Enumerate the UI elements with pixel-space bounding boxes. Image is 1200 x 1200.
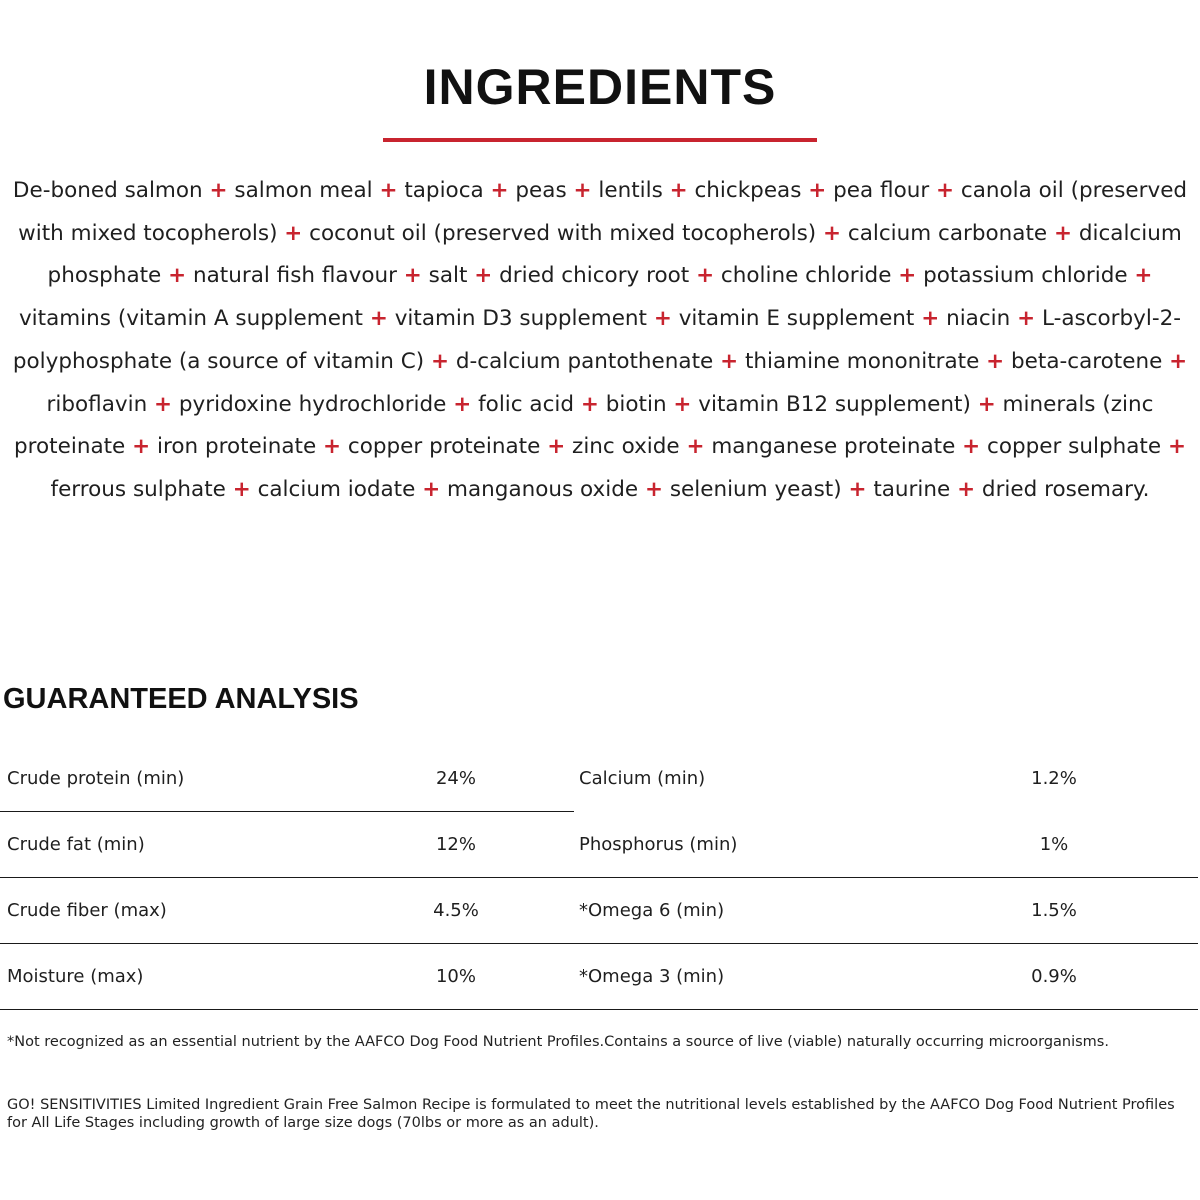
nutrient-label: Crude fat (min) bbox=[7, 834, 145, 855]
nutrient-label: Crude protein (min) bbox=[7, 768, 185, 789]
ingredient-item: ferrous sulphate bbox=[50, 476, 226, 502]
ingredient-item: thiamine mononitrate bbox=[744, 348, 980, 374]
ingredient-separator: + bbox=[132, 434, 151, 460]
nutrient-label: Crude fiber (max) bbox=[7, 900, 167, 921]
ingredient-item: pea flour bbox=[833, 178, 930, 203]
nutrient-label: *Omega 3 (min) bbox=[579, 966, 725, 987]
ingredient-item: vitamins (vitamin A supplement bbox=[18, 306, 363, 332]
ingredient-item: manganous oxide bbox=[447, 476, 639, 502]
ingredient-separator: + bbox=[284, 220, 303, 246]
nutrient-value: 24% bbox=[435, 768, 476, 789]
ingredient-item: De-boned salmon bbox=[12, 178, 203, 203]
nutrient-value: 1.5% bbox=[1031, 900, 1077, 921]
ingredient-separator: + bbox=[573, 178, 592, 203]
ingredient-separator: + bbox=[490, 178, 509, 203]
ingredient-item: chickpeas bbox=[694, 178, 802, 203]
table-row bbox=[0, 812, 1200, 878]
table-row bbox=[0, 944, 1200, 1010]
ingredient-item: salt bbox=[428, 263, 468, 289]
ingredient-separator: + bbox=[369, 306, 388, 332]
ingredient-item: canola oil (preserved with mixed tocopherols) bbox=[18, 178, 1188, 246]
ingredient-item: calcium carbonate bbox=[847, 220, 1048, 246]
ingredient-separator: + bbox=[669, 178, 688, 203]
ingredient-separator: + bbox=[547, 434, 566, 460]
ingredient-item: biotin bbox=[605, 391, 667, 417]
ingredient-separator: + bbox=[1053, 220, 1072, 246]
nutrient-value: 12% bbox=[435, 834, 476, 855]
ingredient-separator: + bbox=[580, 391, 599, 417]
nutrient-value: 4.5% bbox=[433, 900, 479, 921]
ingredient-item: pyridoxine hydrochloride bbox=[178, 391, 447, 417]
ingredient-item: d-calcium pantothenate bbox=[455, 348, 714, 374]
ingredient-item: selenium yeast) bbox=[669, 476, 842, 502]
ingredient-item: L-ascorbyl-2-polyphosphate (a source of vitamin C) bbox=[12, 306, 1182, 374]
ingredient-separator: + bbox=[808, 178, 827, 203]
row-divider bbox=[0, 1009, 1198, 1010]
ingredient-item: lentils bbox=[598, 178, 663, 203]
ingredient-separator: + bbox=[977, 391, 996, 417]
ingredient-separator: + bbox=[168, 263, 187, 289]
ingredient-item: minerals (zinc proteinate bbox=[14, 391, 1154, 460]
ingredient-separator: + bbox=[431, 348, 450, 374]
ingredient-separator: + bbox=[1169, 348, 1188, 374]
ingredient-separator: + bbox=[209, 178, 228, 203]
title-underline bbox=[383, 138, 817, 142]
ingredient-separator: + bbox=[1017, 306, 1036, 332]
ingredient-item: beta-carotene bbox=[1011, 348, 1163, 374]
ingredient-separator: + bbox=[848, 476, 867, 502]
nutrient-value: 0.9% bbox=[1031, 966, 1077, 987]
ingredient-separator: + bbox=[921, 306, 940, 332]
ingredient-item: taurine bbox=[873, 476, 951, 502]
ingredient-separator: + bbox=[720, 348, 739, 374]
ingredient-separator: + bbox=[154, 391, 173, 417]
ingredient-item: natural fish flavour bbox=[193, 263, 397, 289]
nutrient-label: Phosphorus (min) bbox=[579, 834, 738, 855]
ingredient-separator: + bbox=[962, 434, 981, 460]
nutrient-label: Moisture (max) bbox=[7, 966, 144, 987]
ingredient-item: copper sulphate bbox=[987, 434, 1162, 460]
nutrient-label: *Omega 6 (min) bbox=[579, 900, 725, 921]
ingredient-separator: + bbox=[898, 263, 917, 289]
ingredient-item: dried chicory root bbox=[499, 263, 690, 289]
ingredient-item: coconut oil (preserved with mixed tocopherols) bbox=[309, 220, 817, 246]
ingredient-item: vitamin D3 supplement bbox=[394, 306, 647, 332]
ingredient-separator: + bbox=[232, 476, 251, 502]
ingredient-separator: + bbox=[1167, 434, 1186, 460]
ingredient-separator: + bbox=[986, 348, 1005, 374]
ingredient-separator: + bbox=[686, 434, 705, 460]
ingredient-separator: + bbox=[696, 263, 715, 289]
ingredient-separator: + bbox=[823, 220, 842, 246]
ingredient-item: iron proteinate bbox=[156, 434, 317, 460]
aafco-statement: GO! SENSITIVITIES Limited Ingredient Grain Free Salmon Recipe is formulated to meet the nutritional levels established by the AAFCO Dog Food Nutrient Profiles for All Life Stages including growth of large size dogs (70lbs or more as an adult). bbox=[7, 1097, 1175, 1131]
ingredient-separator: + bbox=[323, 434, 342, 460]
guaranteed-analysis-title: GUARANTEED ANALYSIS bbox=[3, 683, 359, 715]
nutrient-label: Calcium (min) bbox=[579, 768, 706, 789]
ingredient-item: potassium chloride bbox=[923, 263, 1128, 289]
ingredient-separator: + bbox=[673, 391, 692, 417]
table-row bbox=[0, 878, 1200, 944]
ingredient-separator: + bbox=[644, 476, 663, 502]
nutrient-value: 1% bbox=[1039, 834, 1069, 855]
ingredient-separator: + bbox=[422, 476, 441, 502]
ingredient-item: calcium iodate bbox=[257, 476, 416, 502]
ingredient-separator: + bbox=[1134, 263, 1153, 289]
table-row bbox=[0, 746, 1200, 812]
ingredient-item: copper proteinate bbox=[347, 434, 541, 460]
ingredient-item: vitamin E supplement bbox=[678, 306, 915, 332]
ingredient-separator: + bbox=[379, 178, 398, 203]
guaranteed-analysis-table bbox=[0, 746, 1200, 1010]
nutrient-value: 10% bbox=[435, 966, 476, 987]
ingredient-separator: + bbox=[957, 476, 976, 502]
ingredient-separator: + bbox=[453, 391, 472, 417]
ingredient-item: peas bbox=[515, 178, 567, 203]
ingredient-item: dicalcium phosphate bbox=[47, 220, 1182, 289]
ingredient-item: dried rosemary. bbox=[981, 476, 1150, 502]
ingredient-item: niacin bbox=[946, 306, 1011, 332]
ingredient-item: tapioca bbox=[404, 178, 484, 203]
footnote: *Not recognized as an essential nutrient by the AAFCO Dog Food Nutrient Profiles.Contains a source of live (viable) naturally occurring microorganisms. bbox=[7, 1034, 1109, 1050]
ingredient-item: folic acid bbox=[478, 391, 575, 417]
ingredients-title: INGREDIENTS bbox=[423, 59, 777, 115]
ingredient-list bbox=[0, 170, 1200, 512]
ingredient-item: salmon meal bbox=[234, 178, 373, 203]
nutrient-value: 1.2% bbox=[1031, 768, 1077, 789]
ingredient-item: vitamin B12 supplement) bbox=[698, 391, 971, 417]
ingredient-separator: + bbox=[653, 306, 672, 332]
ingredient-item: manganese proteinate bbox=[711, 434, 956, 460]
ingredient-item: riboflavin bbox=[46, 391, 148, 417]
ingredient-separator: + bbox=[474, 263, 493, 289]
ingredient-separator: + bbox=[936, 178, 955, 203]
ingredient-separator: + bbox=[403, 263, 422, 289]
ingredient-item: choline chloride bbox=[720, 263, 892, 289]
ingredient-item: zinc oxide bbox=[572, 434, 680, 460]
